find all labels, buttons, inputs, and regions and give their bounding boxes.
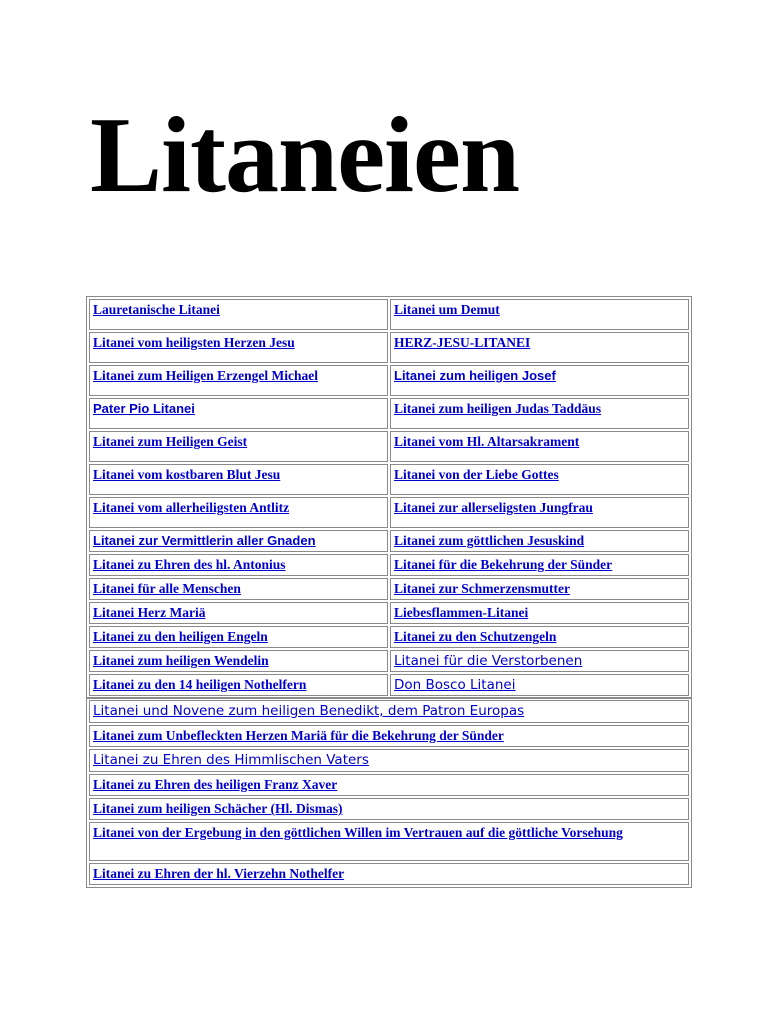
link-litanei-zu-den-14-heiligen-nothelfern[interactable]: Litanei zu den 14 heiligen Nothelfern xyxy=(93,677,307,692)
link-litanei-zu-ehren-der-hl-vierzehn-nothelfer[interactable]: Litanei zu Ehren der hl. Vierzehn Nothelfer xyxy=(93,866,345,881)
table-row xyxy=(89,530,689,552)
table-cell xyxy=(89,798,689,820)
table-cell xyxy=(390,674,689,696)
table-cell xyxy=(89,650,388,672)
link-litanei-um-demut[interactable]: Litanei um Demut xyxy=(394,302,500,317)
table-cell xyxy=(390,578,689,600)
link-litanei-zum-goettlichen-jesuskind[interactable]: Litanei zum göttlichen Jesuskind xyxy=(394,533,585,548)
table-row xyxy=(89,554,689,576)
table-cell xyxy=(390,299,689,330)
table-row xyxy=(89,700,689,723)
table-cell xyxy=(89,365,388,396)
link-lauretanische-litanei[interactable]: Lauretanische Litanei xyxy=(93,302,220,317)
link-litanei-zu-den-heiligen-engeln[interactable]: Litanei zu den heiligen Engeln xyxy=(93,629,268,644)
link-litanei-und-novene-zum-heiligen-benedikt-dem-patron-europas[interactable]: Litanei und Novene zum heiligen Benedikt, dem Patron Europas xyxy=(93,703,525,719)
table-cell xyxy=(390,497,689,528)
link-litanei-zum-heiligen-judas-taddaeus[interactable]: Litanei zum heiligen Judas Taddäus xyxy=(394,401,602,416)
table-cell xyxy=(89,332,388,363)
table-cell xyxy=(89,749,689,772)
table-row xyxy=(89,602,689,624)
table-row xyxy=(89,774,689,796)
table-cell xyxy=(89,700,689,723)
table-cell xyxy=(390,365,689,396)
table-cell xyxy=(89,674,388,696)
table-row xyxy=(89,431,689,462)
table-cell xyxy=(89,464,388,495)
link-litanei-zu-ehren-des-hl-antonius[interactable]: Litanei zu Ehren des hl. Antonius xyxy=(93,557,286,572)
table-cell xyxy=(89,431,388,462)
table-cell xyxy=(390,554,689,576)
table-row xyxy=(89,798,689,820)
table-cell xyxy=(390,398,689,429)
table-row xyxy=(89,365,689,396)
link-litanei-zu-ehren-des-heiligen-franz-xaver[interactable]: Litanei zu Ehren des heiligen Franz Xaver xyxy=(93,777,338,792)
table-cell xyxy=(89,602,388,624)
table-cell xyxy=(89,863,689,885)
table-cell xyxy=(390,650,689,672)
link-litanei-zum-heiligen-geist[interactable]: Litanei zum Heiligen Geist xyxy=(93,434,248,449)
link-litanei-zum-heiligen-wendelin[interactable]: Litanei zum heiligen Wendelin xyxy=(93,653,269,668)
link-litanei-zum-unbefleckten-herzen-mariae-fuer-die-bekehrung-der-suender[interactable]: Litanei zum Unbefleckten Herzen Mariä für die Bekehrung der Sünder xyxy=(93,728,504,743)
table-cell xyxy=(89,554,388,576)
link-litanei-fuer-die-verstorbenen[interactable]: Litanei für die Verstorbenen xyxy=(394,653,583,669)
table-cell xyxy=(89,497,388,528)
link-litanei-vom-heiligsten-herzen-jesu[interactable]: Litanei vom heiligsten Herzen Jesu xyxy=(93,335,295,350)
table-cell xyxy=(89,299,388,330)
link-litanei-fuer-die-bekehrung-der-suender[interactable]: Litanei für die Bekehrung der Sünder xyxy=(394,557,613,572)
table-cell xyxy=(89,822,689,861)
table-cell xyxy=(390,332,689,363)
link-don-bosco-litanei[interactable]: Don Bosco Litanei xyxy=(394,677,516,693)
link-liebesflammen-litanei[interactable]: Liebesflammen-Litanei xyxy=(394,605,529,620)
table-row xyxy=(89,863,689,885)
table-cell xyxy=(390,464,689,495)
table-row xyxy=(89,725,689,747)
page-title: Litaneien xyxy=(90,96,520,215)
table-cell xyxy=(390,530,689,552)
table-cell xyxy=(390,602,689,624)
link-litanei-zum-heiligen-josef[interactable]: Litanei zum heiligen Josef xyxy=(394,368,556,383)
table-row xyxy=(89,299,689,330)
link-litanei-von-der-ergebung-in-den-goettlichen-willen-im-vertrauen-auf-die-goettliche-vorsehung[interactable]: Litanei von der Ergebung in den göttlichen Willen im Vertrauen auf die göttliche Vorsehung xyxy=(93,825,623,840)
link-litanei-zu-ehren-des-himmlischen-vaters[interactable]: Litanei zu Ehren des Himmlischen Vaters xyxy=(93,752,369,768)
table-row xyxy=(89,578,689,600)
table-cell xyxy=(390,626,689,648)
table-row xyxy=(89,674,689,696)
link-litanei-zum-heiligen-schaecher-hl-dismas[interactable]: Litanei zum heiligen Schächer (Hl. Dismas) xyxy=(93,801,343,816)
table-cell xyxy=(89,626,388,648)
link-litanei-vom-allerheiligsten-antlitz[interactable]: Litanei vom allerheiligsten Antlitz xyxy=(93,500,290,515)
link-litanei-fuer-alle-menschen[interactable]: Litanei für alle Menschen xyxy=(93,581,241,596)
table-row xyxy=(89,626,689,648)
table-row xyxy=(89,822,689,861)
link-litanei-zur-vermittlerin-aller-gnaden[interactable]: Litanei zur Vermittlerin aller Gnaden xyxy=(93,533,316,548)
link-litanei-von-der-liebe-gottes[interactable]: Litanei von der Liebe Gottes xyxy=(394,467,559,482)
link-litanei-zur-schmerzensmutter[interactable]: Litanei zur Schmerzensmutter xyxy=(394,581,570,596)
link-pater-pio-litanei[interactable]: Pater Pio Litanei xyxy=(93,401,195,416)
litany-table-one-column xyxy=(86,697,692,888)
link-litanei-zu-den-schutzengeln[interactable]: Litanei zu den Schutzengeln xyxy=(394,629,557,644)
table-row xyxy=(89,650,689,672)
link-litanei-zum-heiligen-erzengel-michael[interactable]: Litanei zum Heiligen Erzengel Michael xyxy=(93,368,318,383)
table-cell xyxy=(89,530,388,552)
link-litanei-vom-kostbaren-blut-jesu[interactable]: Litanei vom kostbaren Blut Jesu xyxy=(93,467,281,482)
table-row xyxy=(89,497,689,528)
table-cell xyxy=(89,774,689,796)
link-litanei-zur-allerseligsten-jungfrau[interactable]: Litanei zur allerseligsten Jungfrau xyxy=(394,500,593,515)
link-litanei-vom-hl-altarsakrament[interactable]: Litanei vom Hl. Altarsakrament xyxy=(394,434,580,449)
link-herz-jesu-litanei[interactable]: HERZ-JESU-LITANEI xyxy=(394,335,531,350)
table-cell xyxy=(390,431,689,462)
table-cell xyxy=(89,578,388,600)
table-cell xyxy=(89,398,388,429)
litany-table-two-column xyxy=(86,296,692,699)
table-row xyxy=(89,464,689,495)
table-row xyxy=(89,398,689,429)
table-row xyxy=(89,332,689,363)
table-row xyxy=(89,749,689,772)
link-litanei-herz-mariae[interactable]: Litanei Herz Mariä xyxy=(93,605,206,620)
table-cell xyxy=(89,725,689,747)
